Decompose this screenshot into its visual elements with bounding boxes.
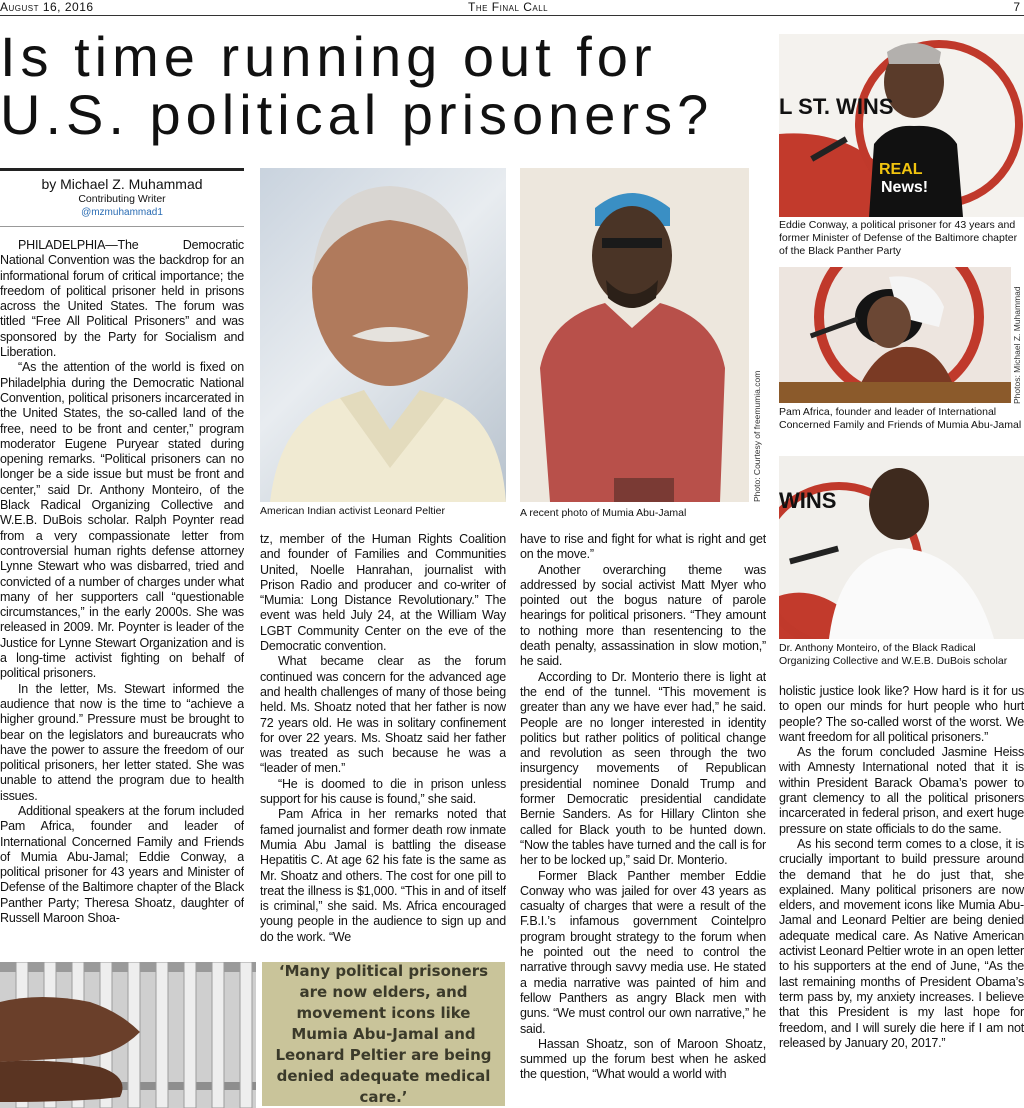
paragraph: Additional speakers at the forum included Pam Africa, founder and leader of International Concerned Family and Friends of Mumia Abu-Jamal; Eddie Conway, a political prisoner for 43 years and Minister of Defense of the Baltimore chapter of the Black Panther Party; Theresa Shoatz, daughter of Russell Maroon Shoa- (0, 803, 244, 926)
publication-name: The Final Call (468, 0, 549, 14)
anthony-monteiro-photo (779, 456, 1024, 639)
pam-africa-caption: Pam Africa, founder and leader of International Concerned Family and Friends of Mumia Abu-Jamal (779, 406, 1022, 431)
anthony-monteiro-caption: Dr. Anthony Monteiro, of the Black Radical Organizing Collective and W.E.B. DuBois scholar (779, 642, 1008, 667)
photos-credit: Photos: Michael Z. Muhammad (1012, 286, 1022, 404)
prison-bars-image (0, 962, 256, 1108)
portrait-illustration (520, 168, 749, 502)
paragraph: “As the attention of the world is fixed on Philadelphia during the Democratic National Convention, political prisoners incarcerated in the United States, the so-called land of the free, need to be front and center,” program moderator Eugene Puryear stated during opening remarks. “Political prisoners can no longer be a side issue but must be front and center,” said Dr. Anthony Monteiro, of the Black Radical Organizing Collective and W.E.B. DuBois scholar. Ralph Poynter read from a very compassionate letter from controversial human rights defense attorney Lynne Stewart who was disbarred, tried and convicted of a number of charges under what many of her supporters call “questionable circumstances,” in the early 2000s. She was released in 2009. Mr. Poynter is leader of the Justice for Lynne Stewart Organization and is a long-time activist fighting on behalf of political prisoners. (0, 360, 244, 681)
byline-rule (0, 168, 244, 171)
paragraph: tz, member of the Human Rights Coalition and founder of Families and Communities United, Noelle Hanrahan, journalist with Prison Radio and producer and co-writer of “Mumia: Long Distance Revolutionary.” The event was held July 24, at the William Way LGBT Community Center on the eve of the Democratic convention. (260, 532, 506, 654)
paragraph: According to Dr. Monterio there is light at the end of the tunnel. “This movement is greater than any we have ever had,” he said. People are no longer interested in identity politics but rather politics of political change and revolution as seen through the two insurgency movements of Republican presidential nominee Donald Trump and former Democratic presidential candidate Bernie Sanders. As for Hillary Clinton she called for Black youth to be hunted down. “Now the tables have turned and the call is for her to be locked up,” said Dr. Monterio. (520, 669, 766, 868)
paragraph: Hassan Shoatz, son of Maroon Shoatz, summed up the forum best when he asked the question, “What would a world with (520, 1036, 766, 1082)
paragraph: Another overarching theme was addressed by social activist Matt Myer who pointed out the bogus nature of parole hearings for political prisoners. “They amount to nothing more than resentencing to the death penalty, assassination in slow motion,” he said. (520, 562, 766, 669)
byline-divider (0, 226, 244, 227)
eddie-conway-caption: Eddie Conway, a political prisoner for 43 years and former Minister of Defense of the Baltimore chapter of the Black Panther Party (779, 219, 1018, 257)
bars-illustration (0, 962, 256, 1108)
author-handle[interactable]: @mzmuhammad1 (81, 207, 163, 218)
paragraph: As his second term comes to a close, it is crucially important to build pressure around the demand that he do just that, she explained. Many political prisoners are now elders, and movement icons like Mumia Abu-Jamal and Leonard Peltier are being denied adequate medical care. As Native American activist Leonard Peltier wrote in an open letter to his supporters at the end of June, “As the last remaining months of President Obama’s term pass by, my anxiety increases. I believe that this President is my last hope for freedom, and I will surely die here if I am not released by January 20, 2017.” (779, 836, 1024, 1050)
portrait-illustration (260, 168, 506, 502)
speaker-illustration (779, 267, 1011, 403)
mumia-caption: A recent photo of Mumia Abu-Jamal (520, 507, 687, 519)
headline-line-1: Is time running out for (0, 25, 657, 88)
peltier-caption: American Indian activist Leonard Peltier (260, 505, 446, 517)
paragraph: “He is doomed to die in prison unless support for his cause is found,” she said. (260, 776, 506, 807)
page-header (0, 0, 1024, 16)
article-column-4 (779, 684, 1024, 1104)
svg-text:WINS: WINS (779, 488, 837, 513)
banner-text: L ST. WINS (779, 94, 894, 119)
author-role: Contributing Writer (78, 193, 166, 205)
article-column-3 (520, 532, 766, 1102)
paragraph: holistic justice look like? How hard is it for us to open our minds for hurt people who hurt people? The so-called worst of the worst. We want freedom for all political prisoners.” (779, 684, 1024, 744)
article-column-2 (260, 532, 506, 953)
paragraph: Pam Africa in her remarks noted that famed journalist and former death row inmate Mumia Abu Jamal is battling the disease Hepatitis C. At age 62 his fate is the same as Mr. Shoatz and others. The cost for one pill to treat the illness is $1,000. “This in and of itself is criminal,” she said. Ms. Africa encouraged young people in the audience to sign up and do the work. “We (260, 807, 506, 944)
paragraph: What became clear as the forum continued was concern for the advanced age and health challenges of many of those being held. Ms. Shoatz noted that her father is now 72 years old. He was in solitary confinement for over 22 years. Ms. Shoatz said her father was treated as such because he was a “leader of men.” (260, 654, 506, 776)
paragraph: PHILADELPHIA—The Democratic National Convention was the backdrop for an informational forum of critical importance; the freedom of political prisoner held in prisons across the United States. The forum was titled “Free All Political Prisoners” and was sponsored by the Party for Socialism and Liberation. (0, 238, 244, 360)
author-name: by Michael Z. Muhammad (41, 176, 203, 192)
mumia-abu-jamal-photo (520, 168, 749, 502)
speaker-illustration (779, 34, 1024, 217)
speaker-illustration (779, 456, 1024, 639)
issue-date: August 16, 2016 (0, 0, 94, 14)
shirt-text-real: REAL (879, 161, 923, 178)
pull-quote: ‘Many political prisoners are now elders, and movement icons like Mumia Abu-Jamal and Leonard Peltier are being denied adequate medical care.’ (262, 962, 505, 1106)
byline (0, 176, 244, 219)
paragraph: have to rise and fight for what is right and get on the move.” (520, 532, 766, 562)
headline (0, 25, 775, 146)
shirt-text-news: News! (881, 179, 929, 196)
mumia-photo-credit: Photo: Courtesy of freemumia.com (752, 370, 762, 502)
paragraph: Former Black Panther member Eddie Conway who was jailed for over 43 years as casualty of charges that were a result of the F.B.I.’s infamous government Cointelpro program brought strategy to the forum when he pointed out the need to control the narrative through savvy media use. He stated a media narrative was painted of him and fellow Panthers as angry Black men with guns. “We must control our own narrative,” he said. (520, 868, 766, 1036)
paragraph: In the letter, Ms. Stewart informed the audience that now is the time to “achieve a higher ground.” Pressure must be brought to bear on the legislators and bureaucrats who have the power to assure the freedom of our political prisoners, her letter stated. She was unable to attend the program due to health issues. (0, 681, 244, 803)
eddie-conway-photo (779, 34, 1024, 217)
headline-line-2: U.S. political prisoners? (0, 83, 714, 146)
paragraph: As the forum concluded Jasmine Heiss with Amnesty International noted that it is within President Barack Obama’s power to grant clemency to all the political prisoners incarcerated in federal prison, and exert huge pressure on state officials to do the same. (779, 745, 1024, 836)
article-column-1 (0, 238, 244, 953)
pam-africa-photo (779, 267, 1011, 403)
leonard-peltier-photo (260, 168, 506, 502)
page-number: 7 (1013, 0, 1020, 14)
